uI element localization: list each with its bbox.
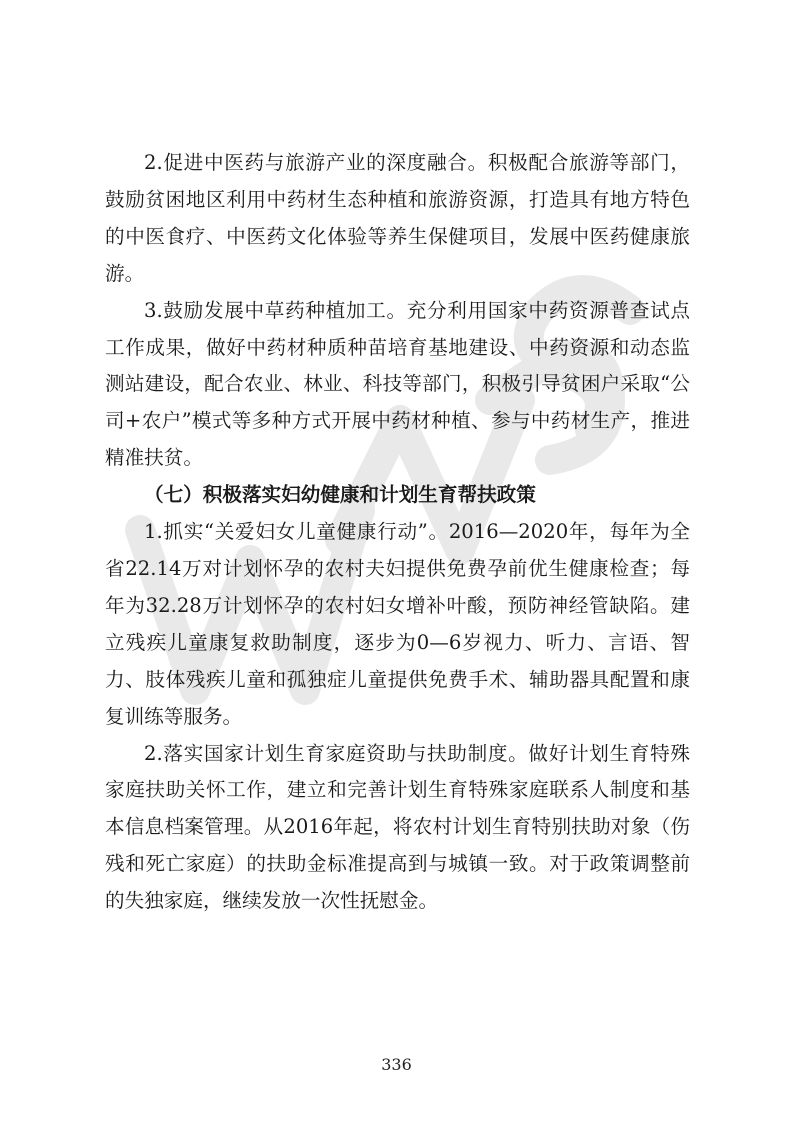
paragraph-family-planning-support: 2.落实国家计划生育家庭资助与扶助制度。做好计划生育特殊家庭扶助关怀工作，建立和完善计划生育特殊家庭联系人制度和基本信息档案管理。从2016年起，将农村计划生育特别扶助对象（伤残和死亡家庭）的扶助金标准提高到与城镇一致。对于政策调整前的失独家庭，继续发放一次性抚慰金。	[105, 741, 690, 913]
page-number: 336	[381, 1055, 412, 1074]
paragraph-women-children-health: 1.抓实“关爱妇女儿童健康行动”。2016—2020年，每年为全省22.14万对计划怀孕的农村夫妇提供免费孕前优生健康检查；每年为32.28万计划怀孕的农村妇女增补叶酸，预防神经管缺陷。建立残疾儿童康复救助制度，逐步为0—6岁视力、听力、言语、智力、肢体残疾儿童和孤独症儿童提供免费手术、辅助器具配置和康复训练等服务。	[105, 520, 690, 728]
body-text	[105, 145, 690, 920]
paragraph-tourism: 2.促进中医药与旅游产业的深度融合。积极配合旅游等部门，鼓励贫困地区利用中药材生态种植和旅游资源，打造具有地方特色的中医食疗、中医药文化体验等养生保健项目，发展中医药健康旅游。	[105, 151, 690, 285]
paragraph-herbal-planting: 3.鼓励发展中草药种植加工。充分利用国家中药资源普查试点工作成果，做好中药材种质种苗培育基地建设、中药资源和动态监测站建设，配合农业、林业、科技等部门，积极引导贫困户采取“公司+农户”模式等多种方式开展中药材种植、参与中药材生产，推进精准扶贫。	[105, 298, 690, 470]
section-heading: （七）积极落实妇幼健康和计划生育帮扶政策	[144, 483, 536, 507]
